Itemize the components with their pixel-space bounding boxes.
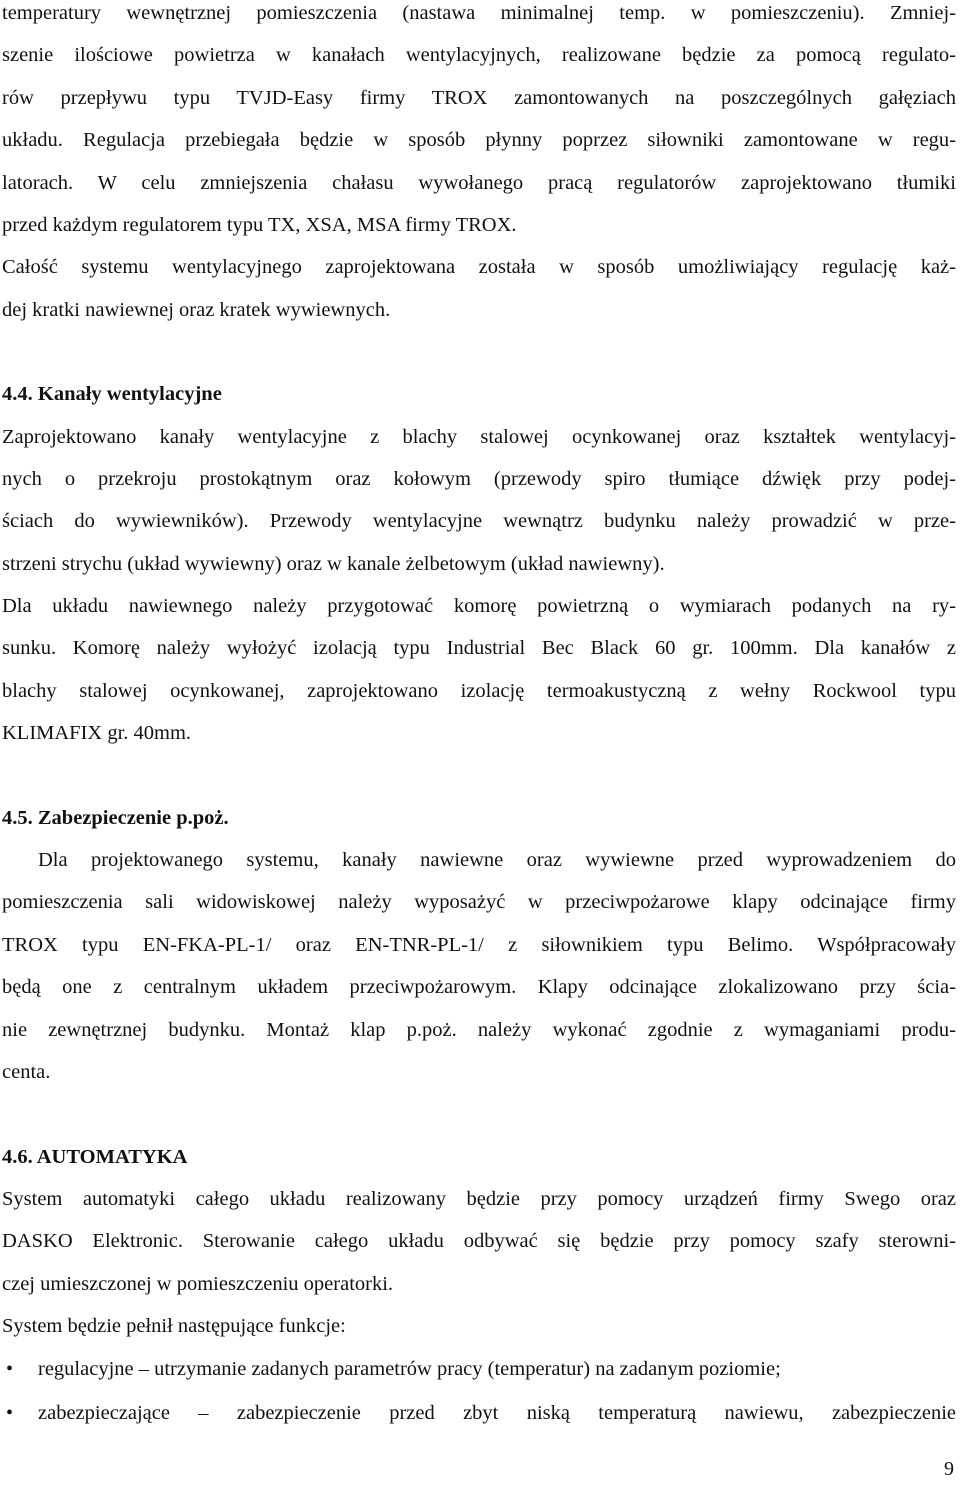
paragraph-line: nych o przekroju prostokątnym oraz kołowym (przewody spiro tłumiące dźwięk przy podej- (2, 468, 956, 490)
paragraph-line: dej kratki nawiewnej oraz kratek wywiewnych. (2, 299, 391, 321)
page-number: 9 (944, 1458, 954, 1480)
paragraph-line: przed każdym regulatorem typu TX, XSA, MSA firmy TROX. (2, 214, 517, 236)
paragraph-line: KLIMAFIX gr. 40mm. (2, 722, 192, 744)
paragraph-line: Całość systemu wentylacyjnego zaprojektowana została w sposób umożliwiający regulację każ- (2, 256, 956, 278)
list-item-text: zabezpieczające – zabezpieczenie przed zbyt niską temperaturą nawiewu, zabezpieczenie (38, 1402, 956, 1424)
paragraph-line: temperatury wewnętrznej pomieszczenia (nastawa minimalnej temp. w pomieszczeniu). Zmniej- (2, 2, 956, 24)
paragraph-line: sunku. Komorę należy wyłożyć izolacją typu Industrial Bec Black 60 gr. 100mm. Dla kanałów z (2, 637, 956, 659)
paragraph-line: centa. (2, 1061, 51, 1083)
paragraph-line: będą one z centralnym układem przeciwpożarowym. Klapy odcinające zlokalizowano przy ścia- (2, 976, 956, 998)
paragraph-line: ściach do wywiewników). Przewody wentylacyjne wewnątrz budynku należy prowadzić w prze- (2, 510, 956, 532)
paragraph-line: czej umieszczonej w pomieszczeniu operatorki. (2, 1273, 394, 1295)
section-heading: 4.5. Zabezpieczenie p.poż. (2, 807, 229, 829)
paragraph-line: Zaprojektowano kanały wentylacyjne z blachy stalowej ocynkowanej oraz kształtek wentylacyj- (2, 426, 956, 448)
paragraph-line: System będzie pełnił następujące funkcje: (2, 1315, 346, 1337)
paragraph-line: pomieszczenia sali widowiskowej należy wyposażyć w przeciwpożarowe klapy odcinające firmy (2, 891, 956, 913)
paragraph-line: blachy stalowej ocynkowanej, zaprojektowano izolację termoakustyczną z wełny Rockwool typu (2, 680, 956, 702)
paragraph-line: strzeni strychu (układ wywiewny) oraz w kanale żelbetowym (układ nawiewny). (2, 553, 665, 575)
section-heading: 4.4. Kanały wentylacyjne (2, 383, 222, 405)
list-item-text: regulacyjne – utrzymanie zadanych parametrów pracy (temperatur) na zadanym poziomie; (38, 1358, 781, 1380)
paragraph-line: rów przepływu typu TVJD-Easy firmy TROX zamontowanych na poszczególnych gałęziach (2, 87, 956, 109)
paragraph-line: Dla projektowanego systemu, kanały nawiewne oraz wywiewne przed wyprowadzeniem do (38, 849, 956, 871)
section-heading: 4.6. AUTOMATYKA (2, 1146, 188, 1168)
paragraph-line: układu. Regulacja przebiegała będzie w sposób płynny poprzez siłowniki zamontowane w regu- (2, 129, 956, 151)
bullet-icon: • (6, 1358, 14, 1380)
paragraph-line: nie zewnętrznej budynku. Montaż klap p.poż. należy wykonać zgodnie z wymaganiami produ- (2, 1019, 956, 1041)
paragraph-line: szenie ilościowe powietrza w kanałach wentylacyjnych, realizowane będzie za pomocą regulato- (2, 44, 956, 66)
paragraph-line: System automatyki całego układu realizowany będzie przy pomocy urządzeń firmy Swego oraz (2, 1188, 956, 1210)
paragraph-line: latorach. W celu zmniejszenia chałasu wywołanego pracą regulatorów zaprojektowano tłumiki (2, 172, 956, 194)
bullet-icon: • (6, 1402, 14, 1424)
paragraph-line: TROX typu EN-FKA-PL-1/ oraz EN-TNR-PL-1/ z siłownikiem typu Belimo. Współpracowały (2, 934, 956, 956)
paragraph-line: DASKO Elektronic. Sterowanie całego układu odbywać się będzie przy pomocy szafy sterowni- (2, 1230, 956, 1252)
paragraph-line: Dla układu nawiewnego należy przygotować komorę powietrzną o wymiarach podanych na ry- (2, 595, 956, 617)
